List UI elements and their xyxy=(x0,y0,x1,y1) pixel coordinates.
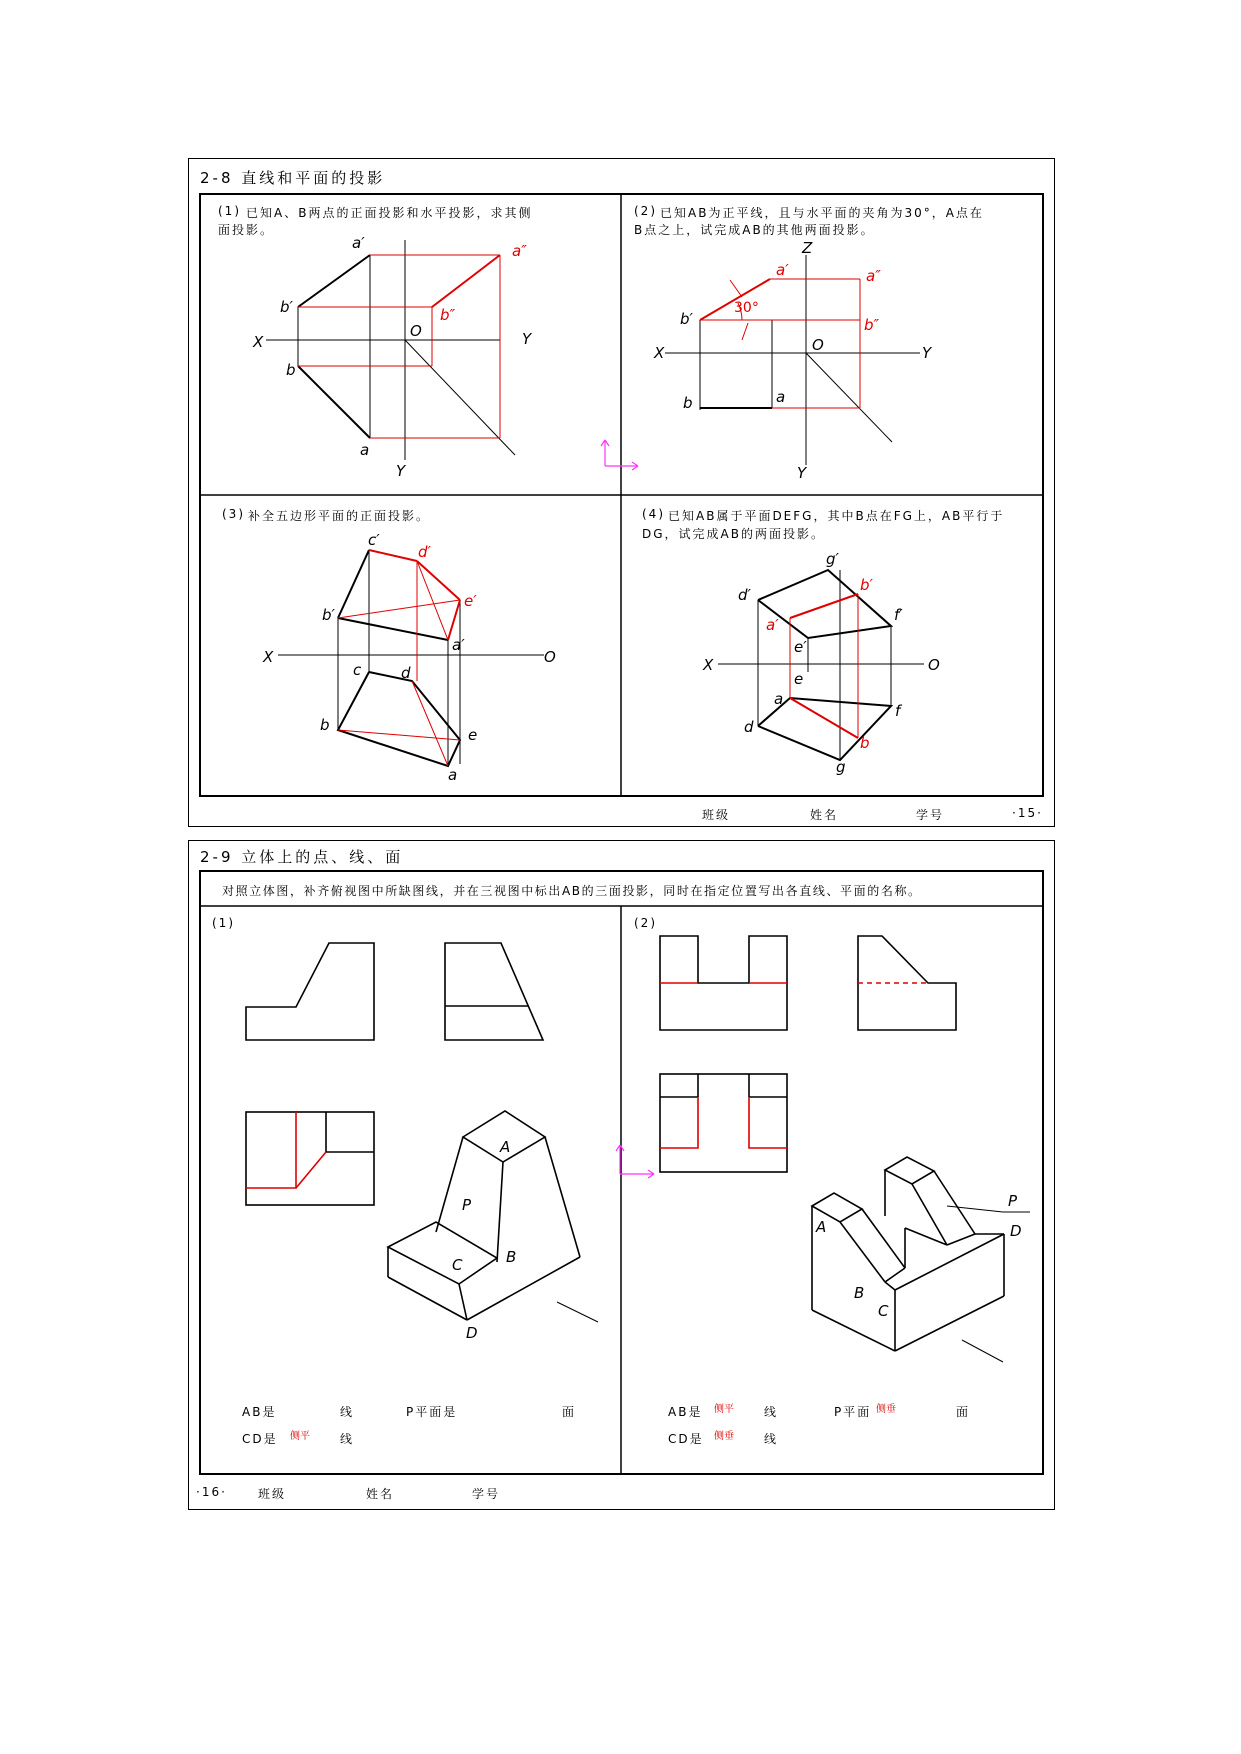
s2-p1-p-label: P平面是 xyxy=(406,1405,458,1419)
p2-45-line xyxy=(806,353,892,442)
svg-text:c′: c′ xyxy=(368,531,380,549)
sheet2-instruction: 对照立体图，补齐俯视图中所缺图线，并在三视图中标出AB的三面投影，同时在指定位置写出各直线、平面的名称。 xyxy=(222,884,922,898)
svg-text:a: a xyxy=(448,766,458,784)
p3-be-aux xyxy=(338,600,460,618)
svg-text:g: g xyxy=(836,758,846,776)
svg-text:f′: f′ xyxy=(894,606,903,624)
p1-ab-top xyxy=(298,366,370,438)
s2-p2-ab-answer[interactable]: 侧平 xyxy=(714,1404,734,1415)
sheet2-footer-class: 班级 xyxy=(258,1487,287,1501)
p4-num: (4) xyxy=(642,507,665,521)
svg-text:A: A xyxy=(500,1138,511,1156)
svg-text:B: B xyxy=(506,1248,517,1266)
svg-text:a′: a′ xyxy=(766,616,779,634)
svg-text:X: X xyxy=(703,656,714,674)
p1-line2: 面投影。 xyxy=(218,223,275,237)
svg-text:d′: d′ xyxy=(738,586,751,604)
svg-text:b″: b″ xyxy=(440,306,456,324)
svg-text:X: X xyxy=(263,648,274,666)
svg-text:a: a xyxy=(774,690,784,708)
sheet2-footer-name: 姓名 xyxy=(366,1487,395,1501)
p3-cd-front xyxy=(369,550,417,561)
svg-text:X: X xyxy=(654,344,665,362)
s2-p2-num: (2) xyxy=(634,916,657,930)
s2-p1-cd-label: CD是 xyxy=(242,1432,278,1446)
s2-p2-iso-right-prism xyxy=(885,1157,934,1184)
s2-p1-ab-unit: 线 xyxy=(340,1405,355,1419)
svg-text:b: b xyxy=(286,361,296,379)
p4-ab-top xyxy=(790,698,858,738)
svg-text:e: e xyxy=(468,726,478,744)
svg-text:b′: b′ xyxy=(280,298,293,316)
svg-text:d: d xyxy=(744,718,754,736)
svg-text:c: c xyxy=(353,661,362,679)
svg-text:a″: a″ xyxy=(866,267,881,285)
svg-text:O: O xyxy=(928,656,940,674)
s2-p1-num: (1) xyxy=(212,916,235,930)
sheet1-footer-id: 学号 xyxy=(916,808,945,822)
svg-text:e: e xyxy=(794,670,804,688)
svg-text:O: O xyxy=(410,322,422,340)
s2-p2-cd-answer[interactable]: 侧垂 xyxy=(714,1431,734,1442)
svg-text:A: A xyxy=(816,1218,827,1236)
s2-p2-top-view xyxy=(660,1074,787,1172)
svg-text:b: b xyxy=(860,734,870,752)
s2-p1-cd-answer[interactable]: 侧平 xyxy=(290,1431,310,1442)
p3-ea-front xyxy=(448,600,460,640)
sheet2-page-number: ·16· xyxy=(196,1485,227,1499)
magenta-arrow-1 xyxy=(601,440,638,470)
p1-drawing xyxy=(252,234,533,480)
svg-text:a: a xyxy=(360,441,370,459)
svg-text:C: C xyxy=(878,1302,889,1320)
svg-text:b′: b′ xyxy=(680,310,693,328)
p2-num: (2) xyxy=(634,204,657,218)
p4-ab-front xyxy=(790,594,858,618)
p4-drawing xyxy=(702,550,940,776)
svg-text:Y: Y xyxy=(522,330,532,348)
s2-p2-cd-unit: 线 xyxy=(764,1432,779,1446)
p3-bc-front xyxy=(338,550,369,618)
svg-text:g′: g′ xyxy=(826,550,839,568)
svg-text:a′: a′ xyxy=(352,234,365,252)
svg-text:a′: a′ xyxy=(776,261,789,279)
s2-p2-drawing xyxy=(660,936,1030,1362)
svg-text:b′: b′ xyxy=(322,606,335,624)
s2-p1-front-view xyxy=(246,943,374,1040)
sheet1-footer-class: 班级 xyxy=(702,808,731,822)
svg-text:b″: b″ xyxy=(864,316,880,334)
svg-text:Y: Y xyxy=(922,344,932,362)
s2-p1-ab-label: AB是 xyxy=(242,1405,277,1419)
s2-p2-p-unit: 面 xyxy=(956,1405,971,1419)
svg-text:Y: Y xyxy=(797,464,807,482)
p3-num: (3) xyxy=(222,507,245,521)
svg-text:d′: d′ xyxy=(418,543,431,561)
svg-text:e′: e′ xyxy=(464,592,477,610)
svg-text:Y: Y xyxy=(396,462,406,480)
s2-p2-p-label: P平面 xyxy=(834,1405,872,1419)
svg-text:B: B xyxy=(854,1284,865,1302)
p1-red-side-projection xyxy=(432,255,500,307)
svg-text:a: a xyxy=(776,388,786,406)
sheet2-footer-id: 学号 xyxy=(472,1487,501,1501)
svg-text:P: P xyxy=(1008,1192,1018,1210)
svg-text:Z: Z xyxy=(802,239,813,257)
svg-text:P: P xyxy=(462,1196,472,1214)
p3-de-front xyxy=(417,561,460,600)
svg-text:d: d xyxy=(401,664,411,682)
svg-text:f: f xyxy=(895,702,901,720)
p3-drawing xyxy=(262,531,556,784)
sheet1-title: 2-8 直线和平面的投影 xyxy=(200,169,386,187)
s2-p1-top-view xyxy=(246,1112,374,1205)
svg-text:e′: e′ xyxy=(794,638,807,656)
s2-p1-drawing xyxy=(246,943,598,1342)
p4-line2: DG，试完成AB的两面投影。 xyxy=(642,527,825,541)
p3-ba-front xyxy=(338,618,448,640)
s2-p1-side-view xyxy=(445,943,543,1040)
s2-p1-red-top-line xyxy=(246,1112,296,1188)
p3-line1: 补全五边形平面的正面投影。 xyxy=(248,509,431,523)
svg-text:X: X xyxy=(253,333,264,351)
s2-p2-ab-unit: 线 xyxy=(764,1405,779,1419)
p2-line2: B点之上，试完成AB的其他两面投影。 xyxy=(634,223,875,237)
p1-ab-front xyxy=(298,255,370,307)
sheet2-title: 2-9 立体上的点、线、面 xyxy=(200,848,404,866)
p2-angle-arrow-1 xyxy=(730,280,742,297)
p1-line1: 已知A、B两点的正面投影和水平投影，求其侧 xyxy=(246,206,533,220)
s2-p1-iso-step xyxy=(388,1222,497,1284)
svg-text:a′: a′ xyxy=(452,636,465,654)
s2-p2-cd-label: CD是 xyxy=(668,1432,704,1446)
s2-p2-ab-label: AB是 xyxy=(668,1405,703,1419)
svg-text:a″: a″ xyxy=(512,242,527,260)
s2-p1-p-unit: 面 xyxy=(562,1405,577,1419)
p2-angle-arrow-2 xyxy=(742,323,748,340)
svg-text:b′: b′ xyxy=(860,576,873,594)
s2-p1-red-diag xyxy=(296,1152,326,1188)
s2-p1-cd-unit: 线 xyxy=(340,1432,355,1446)
s2-p2-p-answer[interactable]: 侧垂 xyxy=(876,1404,896,1415)
svg-text:30°: 30° xyxy=(734,300,759,316)
p2-line1: 已知AB为正平线，且与水平面的夹角为30°，A点在 xyxy=(660,206,984,220)
p4-line1: 已知AB属于平面DEFG，其中B点在FG上，AB平行于 xyxy=(668,509,1005,523)
p1-num: (1) xyxy=(218,204,241,218)
svg-text:O: O xyxy=(544,648,556,666)
svg-text:C: C xyxy=(452,1256,463,1274)
svg-text:D: D xyxy=(1010,1222,1022,1240)
svg-text:D: D xyxy=(466,1324,478,1342)
sheet1-footer-name: 姓名 xyxy=(810,808,839,822)
svg-text:b: b xyxy=(320,716,330,734)
svg-text:O: O xyxy=(812,336,824,354)
p3-da-aux xyxy=(417,561,448,640)
svg-text:b: b xyxy=(683,394,693,412)
sheet1-page-number: ·15· xyxy=(1012,806,1043,820)
p3-da-top-aux xyxy=(412,681,448,766)
p2-drawing xyxy=(653,239,933,482)
